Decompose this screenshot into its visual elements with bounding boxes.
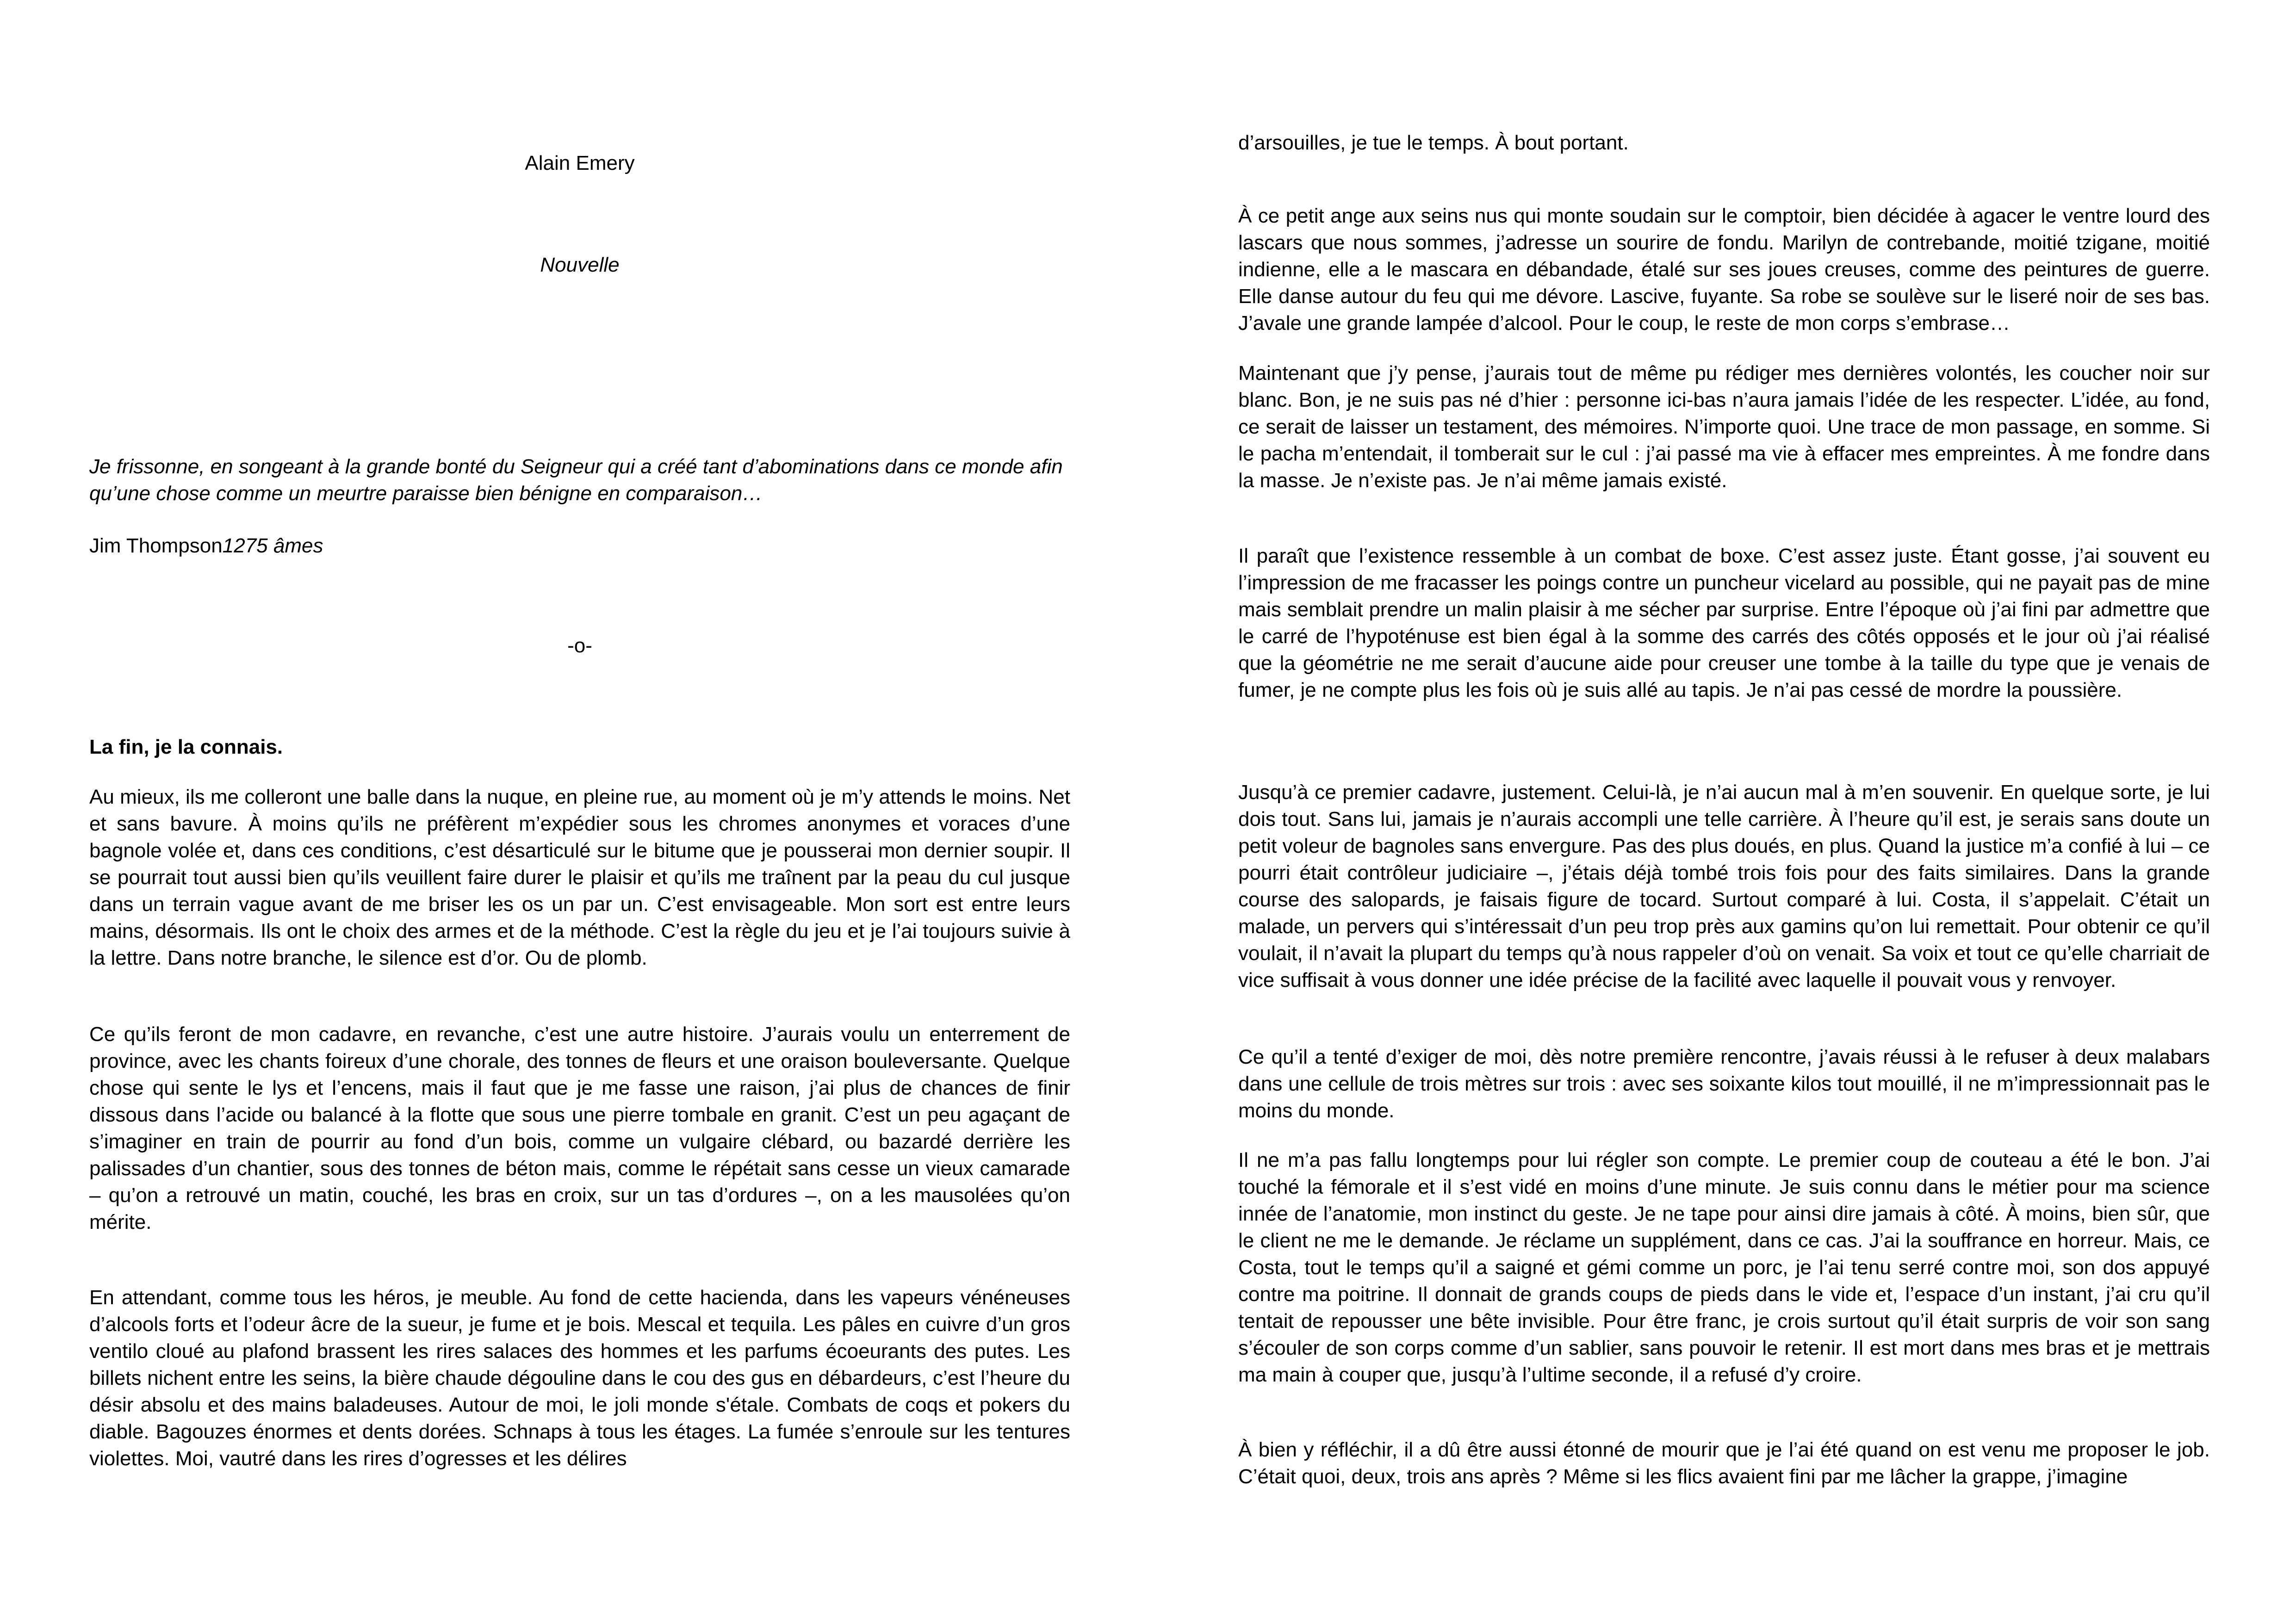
paragraph: Jusqu’à ce premier cadavre, justement. Celui-là, je n’ai aucun mal à m’en souvenir. En quelque sorte, je lui dois tout. Sans lui, jamais je n’aurais accompli une telle carrière. À l’heure qu’il est, je serais sans doute un petit voleur de bagnoles sans envergure. Pas des plus doués, en plus. Quand la justice m’a confié à lui – ce pourri était contrôleur judiciaire –, j’étais déjà tombé trois fois pour des faits similaires. Dans la grande course des salopards, je faisais figure de tocard. Surtout comparé à lui. Costa, il s’appelait. C’était un malade, un pervers qui s’intéressait d’un peu trop près aux gamins qu’on lui remettait. Pour obtenir ce qu’il voulait, il n’avait la plupart du temps qu’à nous rappeler d’où on venait. Sa voix et tout ce qu’elle charriait de vice suffisait à vous donner une idée précise de la facilité avec laquelle il pouvait vous y renvoyer. [1238, 781, 2210, 991]
epigraph-attribution [89, 533, 323, 559]
chapter-heading: La fin, je la connais. [89, 736, 283, 758]
paragraph: Ce qu’il a tenté d’exiger de moi, dès notre première rencontre, j’avais réussi à le refuser à deux malabars dans une cellule de trois mètres sur trois : avec ses soixante kilos tout mouillé, il ne m’impressionnait pas le moins du monde. [1238, 1046, 2210, 1122]
epigraph-title: 1275 âmes [222, 534, 323, 557]
paragraph: En attendant, comme tous les héros, je meuble. Au fond de cette hacienda, dans les vapeurs vénéneuses d’alcools forts et l’odeur âcre de la sueur, je fume et je bois. Mescal et tequila. Les pâles en cuivre d’un gros ventilo cloué au plafond brassent les rires salaces des hommes et les parfums écoeurants des putes. Les billets nichent entre les seins, la bière chaude dégouline dans le cou des gus en débardeurs, c’est l’heure du désir absolu et des mains baladeuses. Autour de moi, le joli monde s'étale. Combats de coqs et pokers du diable. Bagouzes énormes et dents dorées. Schnaps à tous les étages. La fumée s’enroule sur les tentures violettes. Moi, vautré dans les rires d’ogresses et les délires [89, 1286, 1070, 1470]
paragraph: d’arsouilles, je tue le temps. À bout portant. [1238, 131, 1629, 154]
paragraph: Il paraît que l’existence ressemble à un combat de boxe. C’est assez juste. Étant gosse, j’ai souvent eu l’impression de me fracasser les poings contre un puncheur vicelard au possible, qui ne payait pas de mine mais semblait prendre un malin plaisir à me sécher par surprise. Entre l’époque où j’ai fini par admettre que le carré de l’hypoténuse est bien égal à la somme des carrés des côtés opposés et le jour où j’ai réalisé que la géométrie ne me serait d’aucune aide pour creuser une tombe à la taille du type que je venais de fumer, je ne compte plus les fois où je suis allé au tapis. Je n’ai pas cessé de mordre la poussière. [1238, 545, 2210, 701]
paragraph: À ce petit ange aux seins nus qui monte soudain sur le comptoir, bien décidée à agacer le ventre lourd des lascars que nous sommes, j’adresse un sourire de fondu. Marilyn de contrebande, moitié tzigane, moitié indienne, elle a le mascara en débandade, étalé sur ses joues creuses, comme des peintures de guerre. Elle danse autour du feu qui me dévore. Lascive, fuyante. Sa robe se soulève sur le liseré noir de ses bas. J’avale une grande lampée d’alcool. Pour le coup, le reste de mon corps s’embrase… [1238, 204, 2210, 335]
epigraph-author: Jim Thompson [89, 534, 223, 557]
paragraph: Il ne m’a pas fallu longtemps pour lui régler son compte. Le premier coup de couteau a été le bon. J’ai touché la fémorale et il s’est vidé en moins d’une minute. Je suis connu dans le métier pour ma science innée de l’anatomie, mon instinct du geste. Je ne tape pour ainsi dire jamais à côté. À moins, bien sûr, que le client ne me le demande. Je réclame un supplément, dans ce cas. J’ai la souffrance en horreur. Mais, ce Costa, tout le temps qu’il a saigné et gémi comme un porc, je l’ai tenu serré contre moi, son dos appuyé contre ma poitrine. Il donnait de grands coups de pieds dans le vide et, l’espace d’un instant, j’ai cru qu’il tentait de repousser une bête invisible. Pour être franc, je crois surtout qu’il était surpris de voir son sang s’écouler de son corps comme d’un sablier, sans pouvoir le retenir. Il est mort dans mes bras et je mettrais ma main à couper que, jusqu’à l’ultime seconde, il a refusé d’y croire. [1238, 1149, 2210, 1386]
genre-label: Nouvelle [540, 254, 620, 276]
section-separator: -o- [567, 634, 592, 657]
epigraph-quote: Je frissonne, en songeant à la grande bonté du Seigneur qui a créé tant d’abominations dans ce monde afin qu’une chose comme un meurtre paraisse bien bénigne en comparaison… [89, 455, 1063, 505]
author-name: Alain Emery [525, 152, 635, 174]
paragraph: Ce qu’ils feront de mon cadavre, en revanche, c’est une autre histoire. J’aurais voulu un enterrement de province, avec les chants foireux d’une chorale, des tonnes de fleurs et une oraison bouleversante. Quelque chose qui sente le lys et l’encens, mais il faut que je me fasse une raison, j’ai plus de chances de finir dissous dans l’acide ou balancé à la flotte que sous une pierre tombale en granit. C’est un peu agaçant de s’imaginer en train de pourrir au fond d’un bois, comme un vulgaire clébard, ou bazardé derrière les palissades d’un chantier, sous des tonnes de béton mais, comme le répétait sans cesse un vieux camarade – qu’on a retrouvé un matin, couché, les bras en croix, sur un tas d’ordures –, on a les mausolées qu’on mérite. [89, 1023, 1070, 1233]
paragraph: Au mieux, ils me colleront une balle dans la nuque, en pleine rue, au moment où je m’y attends le moins. Net et sans bavure. À moins qu’ils ne préfèrent m’expédier sous les chromes anonymes et voraces d’une bagnole volée et, dans ces conditions, c’est désarticulé sur le bitume que je pousserai mon dernier soupir. Il se pourrait tout aussi bien qu’ils veuillent faire durer le plaisir et qu’ils me traînent par la peau du cul jusque dans un terrain vague avant de me briser les os un par un. C’est envisageable. Mon sort est entre leurs mains, désormais. Ils ont le choix des armes et de la méthode. C’est la règle du jeu et je l’ai toujours suivie à la lettre. Dans notre branche, le silence est d’or. Ou de plomb. [89, 786, 1070, 969]
paragraph: Maintenant que j’y pense, j’aurais tout de même pu rédiger mes dernières volontés, les coucher noir sur blanc. Bon, je ne suis pas né d’hier : personne ici-bas n’aura jamais l’idée de les respecter. L’idée, au fond, ce serait de laisser un testament, des mémoires. N’importe quoi. Une trace de mon passage, en somme. Si le pacha m’entendait, il tomberait sur le cul : j’ai passé ma vie à effacer mes empreintes. À me fondre dans la masse. Je n’existe pas. Je n’ai même jamais existé. [1238, 362, 2210, 492]
paragraph: À bien y réfléchir, il a dû être aussi étonné de mourir que je l’ai été quand on est venu me proposer le job. C’était quoi, deux, trois ans après ? Même si les flics avaient fini par me lâcher la grappe, j’imagine [1238, 1438, 2210, 1488]
